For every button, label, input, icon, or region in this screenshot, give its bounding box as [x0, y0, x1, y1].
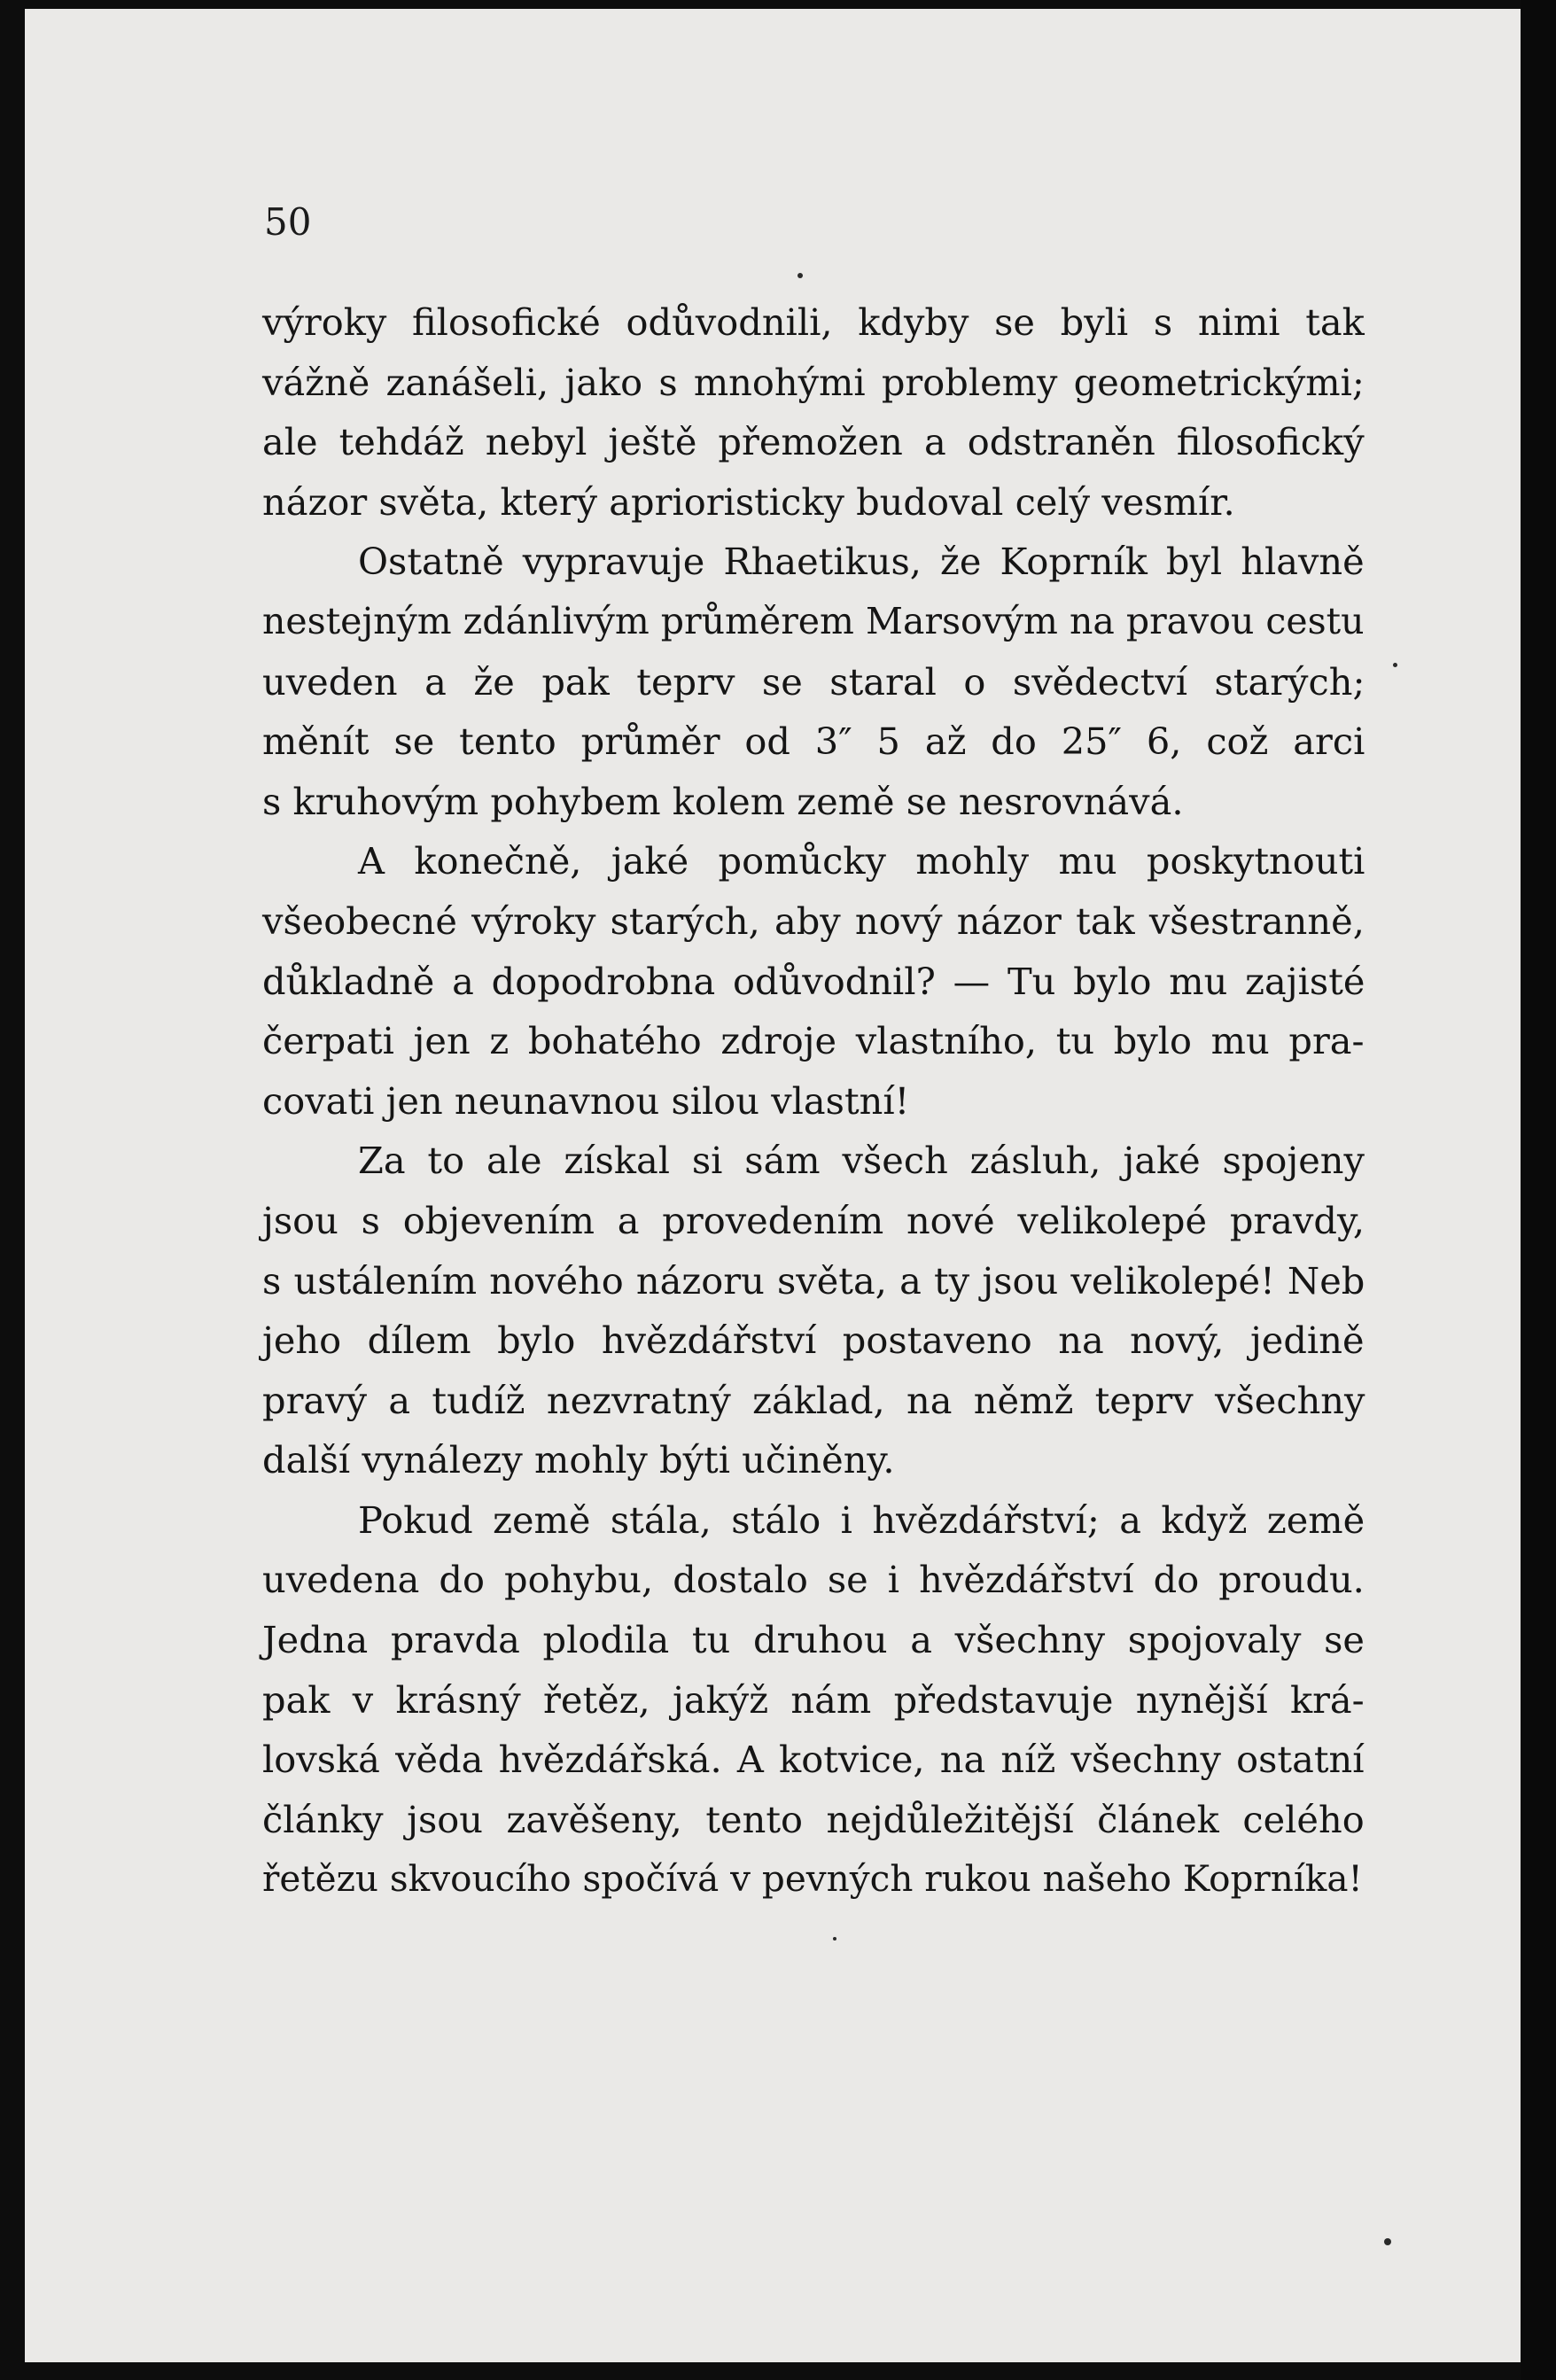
text-line: uvedena do pohybu, dostalo se i hvězdářství do proudu. — [262, 1558, 1365, 1602]
text-line: názor světa, který aprioristicky budoval celý vesmír. — [262, 479, 1235, 524]
text-line: jsou s objevením a provedením nové velikolepé pravdy, — [262, 1198, 1365, 1242]
paragraph — [262, 1131, 1365, 1490]
page-number: 50 — [264, 200, 312, 244]
text-line: Pokud země stála, stálo i hvězdářství; a když země — [358, 1497, 1365, 1542]
text-line: čerpati jen z bohatého zdroje vlastního, tu bylo mu pra- — [262, 1019, 1365, 1063]
scan-speck — [1384, 2238, 1391, 2245]
text-line: ale tehdáž nebyl ještě přemožen a odstraněn filosofický — [262, 420, 1365, 464]
paragraph — [262, 831, 1365, 1131]
text-line: všeobecné výroky starých, aby nový názor tak všestranně, — [262, 898, 1365, 943]
body-text — [262, 292, 1365, 1909]
text-line: s ustálením nového názoru světa, a ty jsou velikolepé! Neb — [262, 1258, 1365, 1303]
text-line: A konečně, jaké pomůcky mohly mu poskytnouti — [358, 839, 1365, 883]
page-right-edge — [1521, 0, 1556, 2380]
text-line: měnít se tento průměr od 3″ 5 až do 25″ 6, což arci — [262, 719, 1365, 764]
paragraph — [262, 292, 1365, 532]
text-line: výroky filosofické odůvodnili, kdyby se byli s nimi tak — [262, 300, 1365, 344]
text-line: Ostatně vypravuje Rhaetikus, že Koprník byl hlavně — [358, 540, 1365, 584]
text-line: Jedna pravda plodila tu druhou a všechny spojovaly se — [262, 1618, 1365, 1662]
text-line: Za to ale získal si sám všech zásluh, jaké spojeny — [358, 1139, 1365, 1183]
paragraph — [262, 532, 1365, 831]
paragraph — [262, 1490, 1365, 1909]
text-line: jeho dílem bylo hvězdářství postaveno na nový, jedině — [262, 1318, 1365, 1363]
text-line: vážně zanášeli, jako s mnohými problemy geometrickými; — [262, 360, 1365, 404]
text-line: důkladně a dopodrobna odůvodnil? — Tu bylo mu zajisté — [262, 959, 1365, 1003]
scan-speck — [797, 273, 803, 278]
scan-speck — [1393, 663, 1397, 667]
text-line: články jsou zavěšeny, tento nejdůležitější článek celého — [262, 1797, 1365, 1841]
text-line: pak v krásný řetěz, jakýž nám představuje nynější krá- — [262, 1677, 1365, 1722]
text-line: covati jen neunavnou silou vlastní! — [262, 1078, 910, 1123]
text-line: další vynálezy mohly býti učiněny. — [262, 1438, 895, 1482]
text-line: s kruhovým pohybem kolem země se nesrovnává. — [262, 779, 1184, 823]
text-line: uveden a že pak teprv se staral o svědectví starých; — [262, 659, 1365, 704]
scan-speck — [833, 1937, 836, 1941]
text-line: pravý a tudíž nezvratný základ, na němž teprv všechny — [262, 1378, 1365, 1422]
text-line: řetězu skvoucího spočívá v pevných rukou našeho Koprníka! — [262, 1857, 1363, 1901]
text-line: nestejným zdánlivým průměrem Marsovým na pravou cestu — [262, 599, 1365, 642]
text-line: lovská věda hvězdářská. A kotvice, na níž všechny ostatní — [262, 1738, 1365, 1782]
